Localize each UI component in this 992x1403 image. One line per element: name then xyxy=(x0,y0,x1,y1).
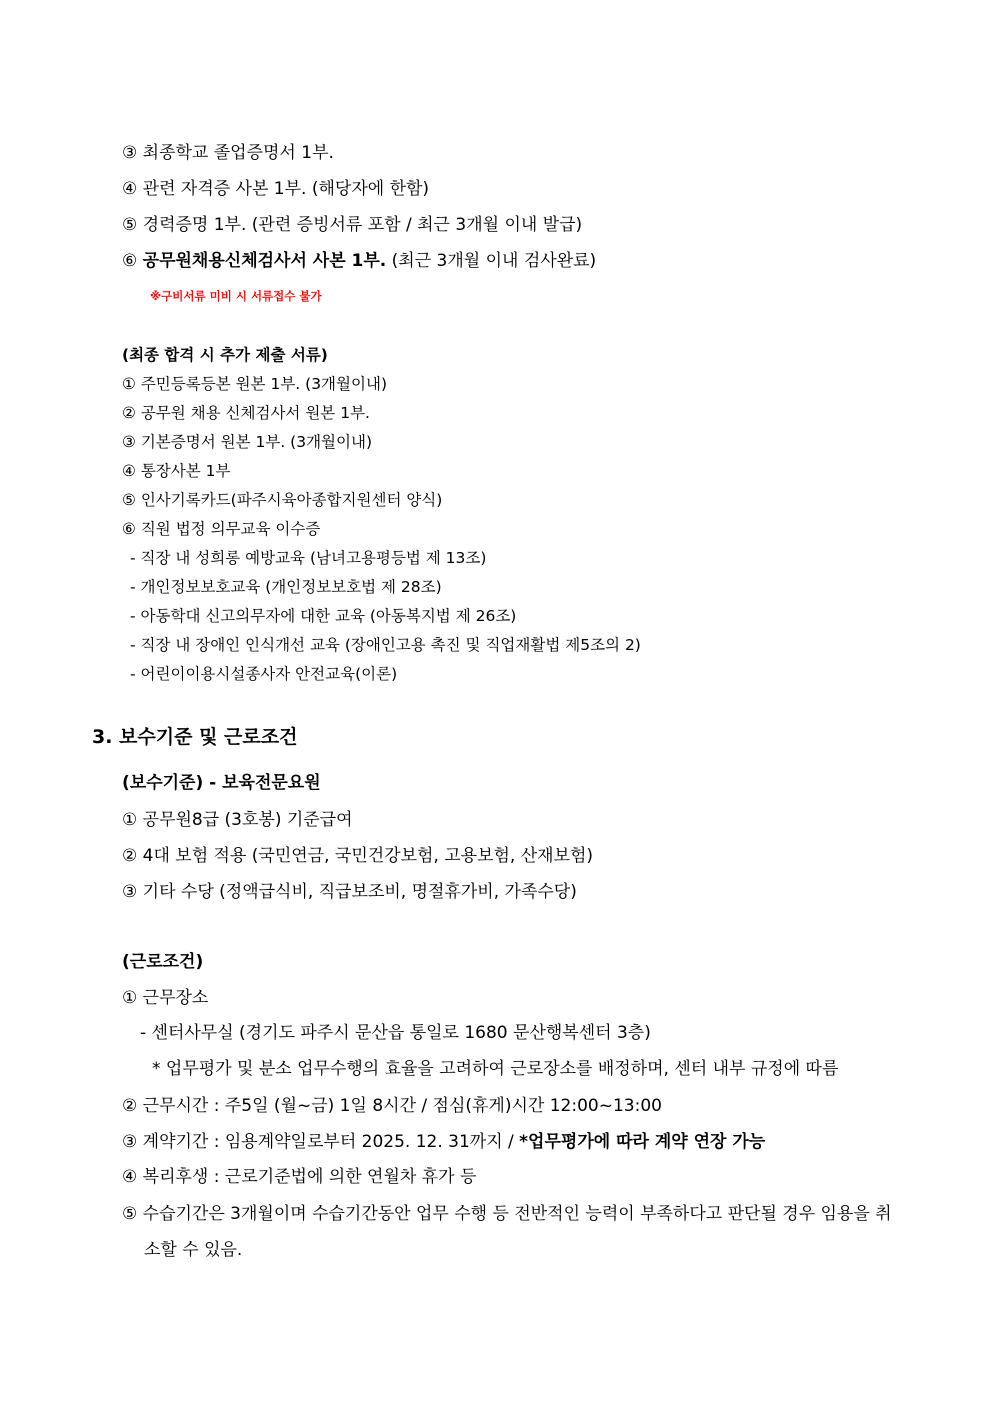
doc-item-5: ⑤ 경력증명 1부. (관련 증빙서류 포함 / 최근 3개월 이내 발급) xyxy=(122,215,583,235)
work-place-note: * 업무평가 및 분소 업무수행의 효율을 고려하여 근로장소를 배정하며, 센터 내부 규정에 따름 xyxy=(152,1059,839,1079)
doc-item-3: ③ 최종학교 졸업증명서 1부. xyxy=(122,143,334,163)
probation-line-1: ⑤ 수습기간은 3개월이며 수습기간동안 업무 수행 등 전반적인 능력이 부족하다고 판단될 경우 임용을 취 xyxy=(122,1204,892,1224)
contract-extension-note: *업무평가에 따라 계약 연장 가능 xyxy=(519,1132,766,1152)
work-conditions-title: (근로조건) xyxy=(122,952,204,972)
section-3-heading: 3. 보수기준 및 근로조건 xyxy=(92,726,298,748)
doc-item-6-rest: (최근 3개월 이내 검사완료) xyxy=(386,251,597,271)
documents-notice: ※구비서류 미비 시 서류접수 불가 xyxy=(150,289,322,303)
doc-item-6-num: ⑥ xyxy=(122,251,143,271)
work-place-detail: - 센터사무실 (경기도 파주시 문산읍 통일로 1680 문산행복센터 3층) xyxy=(140,1023,651,1043)
final-doc-item: ⑥ 직원 법정 의무교육 이수증 xyxy=(122,520,321,538)
pay-item: ① 공무원8급 (3호봉) 기준급여 xyxy=(122,810,353,830)
training-sub-item: - 아동학대 신고의무자에 대한 교육 (아동복지법 제 26조) xyxy=(130,607,517,625)
final-doc-item: ① 주민등록등본 원본 1부. (3개월이내) xyxy=(122,375,387,393)
final-doc-item: ⑤ 인사기록카드(파주시육아종합지원센터 양식) xyxy=(122,491,443,509)
pay-standard-title: (보수기준) - 보육전문요원 xyxy=(122,773,321,793)
work-hours: ② 근무시간 : 주5일 (월~금) 1일 8시간 / 점심(휴게)시간 12:00~13:00 xyxy=(122,1096,662,1116)
training-sub-item: - 직장 내 성희롱 예방교육 (남녀고용평등법 제 13조) xyxy=(130,549,487,567)
work-place: ① 근무장소 xyxy=(122,988,209,1008)
doc-item-4: ④ 관련 자격증 사본 1부. (해당자에 한함) xyxy=(122,179,430,199)
pay-item: ② 4대 보험 적용 (국민연금, 국민건강보험, 고용보험, 산재보험) xyxy=(122,846,594,866)
doc-item-6-bold: 공무원채용신체검사서 사본 1부. xyxy=(142,251,387,271)
final-docs-title: (최종 합격 시 추가 제출 서류) xyxy=(122,346,328,364)
welfare: ④ 복리후생 : 근로기준법에 의한 연월차 휴가 등 xyxy=(122,1167,477,1187)
training-sub-item: - 개인정보보호교육 (개인정보보호법 제 28조) xyxy=(130,578,442,596)
final-doc-item: ② 공무원 채용 신체검사서 원본 1부. xyxy=(122,404,370,422)
final-doc-item: ④ 통장사본 1부 xyxy=(122,462,231,480)
training-sub-item: - 직장 내 장애인 인식개선 교육 (장애인고용 촉진 및 직업재활법 제5조의 2) xyxy=(130,636,641,654)
contract-period xyxy=(122,1131,765,1153)
final-doc-item: ③ 기본증명서 원본 1부. (3개월이내) xyxy=(122,433,373,451)
training-sub-item: - 어린이이용시설종사자 안전교육(이론) xyxy=(130,665,398,683)
pay-item: ③ 기타 수당 (정액급식비, 직급보조비, 명절휴가비, 가족수당) xyxy=(122,882,577,902)
contract-period-text: ③ 계약기간 : 임용계약일로부터 2025. 12. 31까지 / xyxy=(122,1132,520,1152)
doc-item-6 xyxy=(122,250,596,272)
probation-line-2: 소할 수 있음. xyxy=(144,1240,243,1260)
